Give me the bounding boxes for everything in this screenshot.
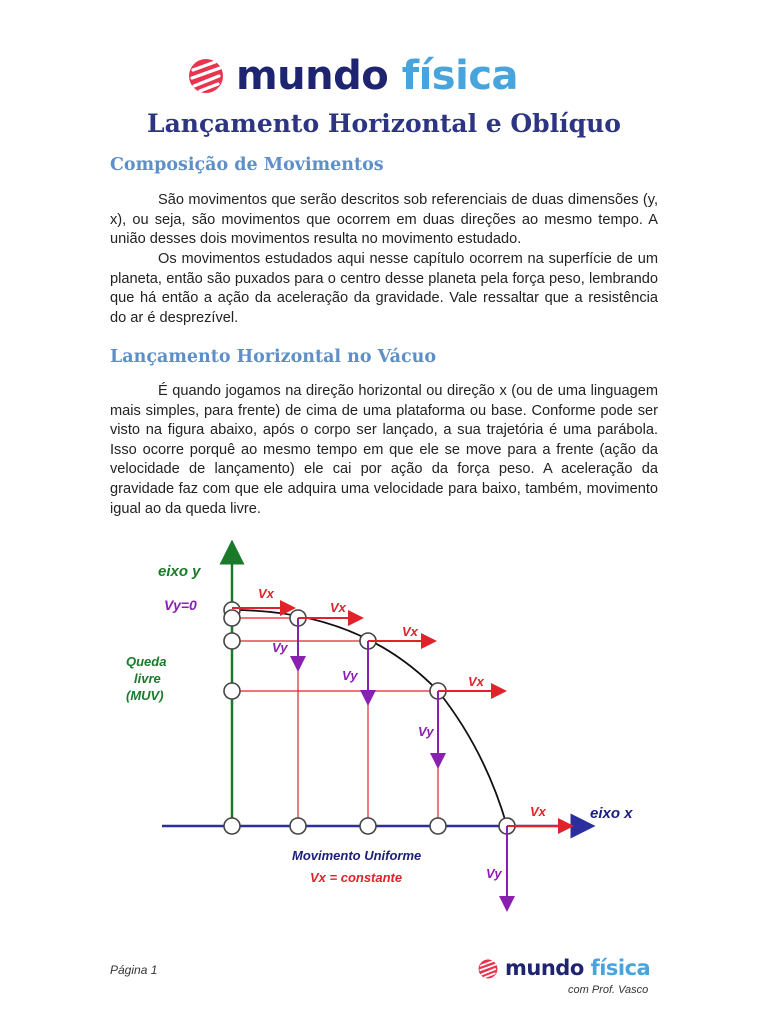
footer-subtitle: com Prof. Vasco	[568, 984, 649, 996]
label-free-fall: (MUV)	[126, 688, 164, 703]
footer-brand-word-fisica: física	[590, 956, 651, 980]
paragraph-horizontal-1: É quando jogamos na direção horizontal ou direção x (ou de uma linguagem mais simples, para frente) de cima de uma plataforma ou base. Conforme pode ser visto na figura abaixo, após o corpo ser lançado, a sua trajetória é uma parábola. Isso ocorre porquê ao mesmo tempo em que ele se move para a frente (ação da velocidade de lançamento) ele cai por ação da força peso. A aceleração da gravidade faz com que ele adquira uma velocidade para baixo, também, movimento igual ao da queda livre.	[110, 383, 658, 517]
brand-name	[236, 53, 519, 99]
label-vx: Vx	[258, 586, 274, 601]
header-logo	[0, 48, 768, 104]
label-vx: Vx	[330, 600, 346, 615]
paragraph-composicao-2: Os movimentos estudados aqui nesse capítulo ocorrem na superfície de um planeta, então são puxados para o centro desse planeta pela força peso, lembrando que há então a ação da aceleração da gravidade. Vale ressaltar que a resistência do ar é desprezível.	[110, 251, 658, 326]
label-vx: Vx	[530, 804, 546, 819]
brand-word-mundo: mundo	[236, 53, 389, 99]
label-vy-zero: Vy=0	[164, 597, 197, 613]
brand-word-fisica: física	[401, 53, 519, 99]
brand-mark-icon	[478, 959, 498, 979]
label-axis-x: eixo x	[590, 805, 633, 822]
label-free-fall: livre	[134, 671, 161, 686]
footer-logo	[478, 958, 650, 979]
paragraph-composicao-1: São movimentos que serão descritos sob referenciais de duas dimensões (y, x), ou seja, são movimentos que ocorrem em duas direções ao mesmo tempo. A união desses dois movimentos resulta no movimento estudado.	[110, 192, 658, 248]
label-vx: Vx	[402, 624, 418, 639]
vy-arrows	[298, 618, 507, 908]
label-vy: Vy	[418, 724, 434, 739]
brand-mark-icon	[188, 58, 224, 94]
label-axis-y: eixo y	[158, 563, 201, 580]
page-number: Página 1	[110, 963, 158, 977]
label-free-fall: Queda	[126, 654, 167, 669]
label-vx-constant: Vx = constante	[310, 870, 403, 885]
balls	[224, 602, 515, 834]
document-title: Lançamento Horizontal e Oblíquo	[147, 109, 621, 138]
section-heading-composicao: Composição de Movimentos	[110, 155, 384, 175]
section-heading-horizontal: Lançamento Horizontal no Vácuo	[110, 347, 437, 367]
label-vx: Vx	[468, 674, 484, 689]
label-vy: Vy	[486, 866, 502, 881]
footer-brand-word-mundo: mundo	[505, 956, 584, 980]
label-uniform-motion: Movimento Uniforme	[292, 848, 422, 863]
footer-brand-name	[505, 958, 650, 979]
launch-diagram	[120, 540, 660, 920]
label-vy: Vy	[272, 640, 288, 655]
label-vy: Vy	[342, 668, 358, 683]
